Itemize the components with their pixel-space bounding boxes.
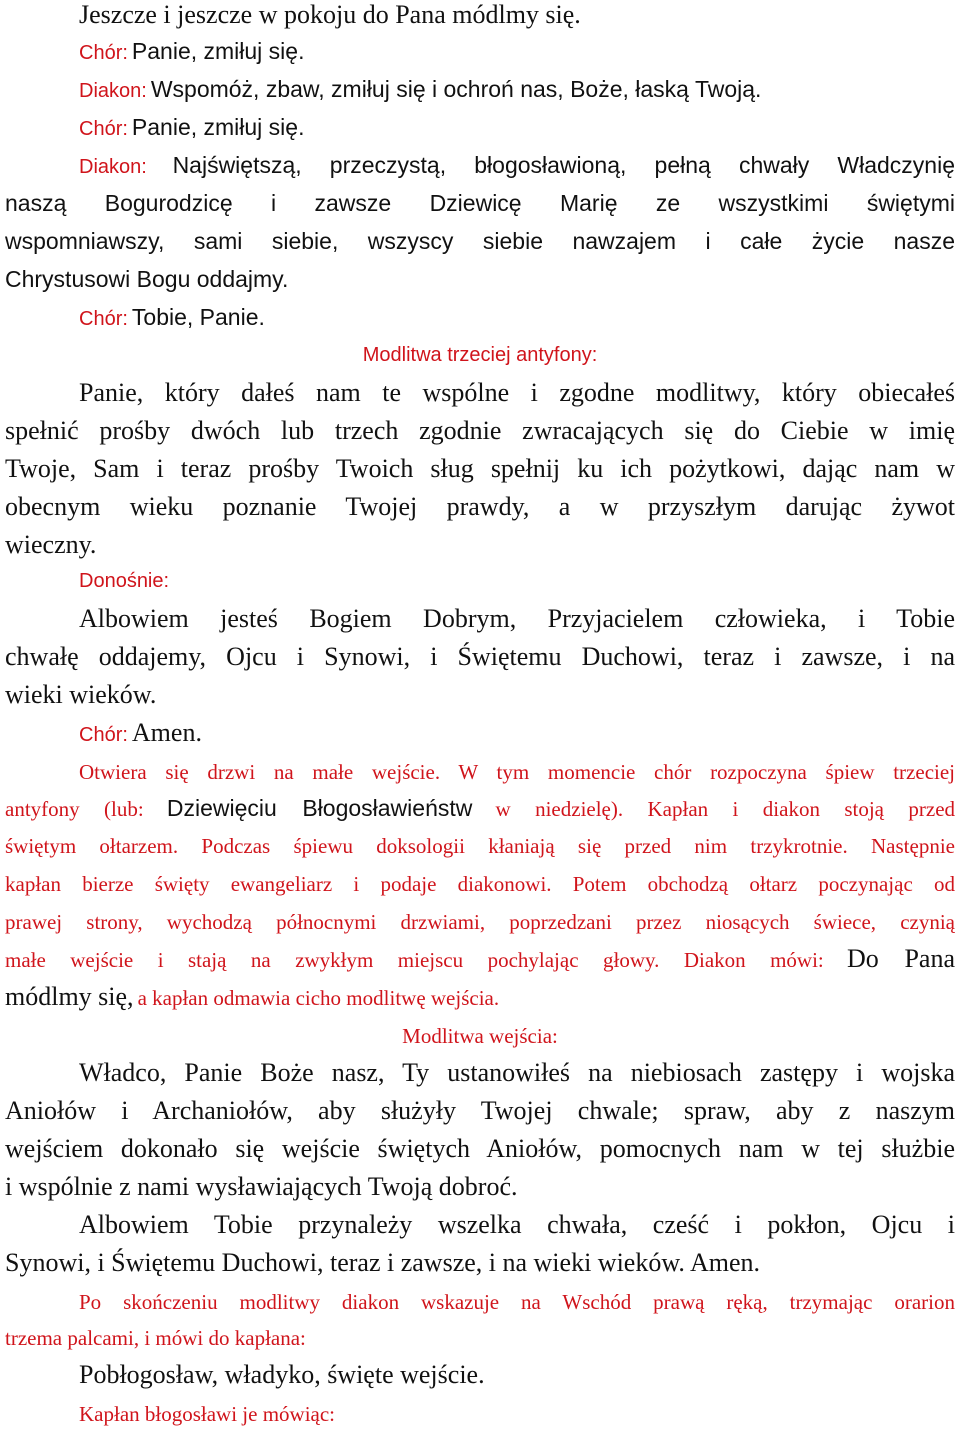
deacon-words: módlmy się, <box>5 982 134 1011</box>
section-heading: Modlitwa trzeciej antyfony: <box>362 344 598 366</box>
prayer-line: wieczny. <box>5 530 97 559</box>
rubric-line: Otwiera się drzwi na małe wejście. W tym momencie chór rozpoczyna śpiew trzeciej <box>79 760 955 784</box>
prayer-text: Jeszcze i jeszcze w pokoju do Pana módlmy się. <box>79 0 581 29</box>
prayer-line: Władco, Panie Boże nasz, Ty ustanowiłeś na niebiosach zastępy i wojska <box>79 1058 955 1087</box>
speaker-label: Diakon: <box>79 80 147 102</box>
speaker-label: Chór: <box>79 724 128 746</box>
section-heading: Modlitwa wejścia: <box>402 1024 558 1048</box>
speaker-label: Chór: <box>79 308 128 330</box>
prayer-line: obecnym wieku poznanie Twojej prawdy, a w przyszłym darując żywot <box>5 492 955 521</box>
litany-text: Najświętszą, przeczystą, błogosławioną, pełną chwały Władczynię <box>172 152 955 178</box>
rubric-line: Po skończeniu modlitwy diakon wskazuje na Wschód prawą ręką, trzymając orarion <box>79 1290 955 1314</box>
choir-response <box>79 114 955 141</box>
deacon-words: Do Pana <box>846 944 955 973</box>
response-text: Amen. <box>131 718 202 747</box>
rubric-label: Donośnie: <box>79 570 170 592</box>
rubric-line: Kapłan błogosławi je mówiąc: <box>79 1402 336 1426</box>
prayer-line: Panie, który dałeś nam te wspólne i zgodne modlitwy, który obiecałeś <box>79 378 955 407</box>
choir-response <box>79 718 955 748</box>
prayer-line: i wspólnie z nami wysławiających Twoją dobroć. <box>5 1172 518 1201</box>
rubric-line: trzema palcami, i mówi do kapłana: <box>5 1326 306 1350</box>
prayer-line: spełnić prośby dwóch lub trzech zgodnie zwracających się do Ciebie w imię <box>5 416 955 445</box>
response-text: Tobie, Panie. <box>131 304 265 330</box>
doxology-line: Albowiem Tobie przynależy wszelka chwała, cześć i pokłon, Ojcu i <box>79 1210 955 1239</box>
doxology-line: wieki wieków. <box>5 680 157 709</box>
litany-line: naszą Bogurodzicę i zawsze Dziewicę Marię ze wszystkimi świętymi <box>5 190 955 216</box>
deacon-request: Pobłogosław, władyko, święte wejście. <box>79 1360 485 1389</box>
litany-line: wspomniawszy, sami siebie, wszyscy siebie nawzajem i całe życie nasze <box>5 228 955 254</box>
rubric-line <box>5 795 955 822</box>
rubric-text: antyfony (lub: <box>5 797 144 821</box>
rubric-line <box>5 982 955 1012</box>
rubric-line: kapłan bierze święty ewangeliarz i podaje diakonowi. Potem obchodzą ołtarz poczynając od <box>5 872 955 896</box>
speaker-label: Diakon: <box>79 156 147 178</box>
rubric-line: prawej strony, wychodzą północnymi drzwiami, poprzedzani przez niosących świece, czynią <box>5 910 955 934</box>
choir-response <box>79 304 955 331</box>
rubric-text: w niedzielę). Kapłan i diakon stoją przed <box>495 797 955 821</box>
rubric-text: a kapłan odmawia cicho modlitwę wejścia. <box>137 986 500 1010</box>
speaker-label: Chór: <box>79 42 128 64</box>
prayer-line <box>79 0 955 30</box>
prayer-line: Aniołów i Archaniołów, aby służyły Twojej chwale; spraw, aby z naszym <box>5 1096 955 1125</box>
doxology-line: Albowiem jesteś Bogiem Dobrym, Przyjacielem człowieka, i Tobie <box>79 604 955 633</box>
litany-line: Chrystusowi Bogu oddajmy. <box>5 266 289 292</box>
rubric-line <box>5 944 955 974</box>
litany-text: Wspomóż, zbaw, zmiłuj się i ochroń nas, Boże, łaską Twoją. <box>150 76 762 102</box>
prayer-line: Twoje, Sam i teraz prośby Twoich sług spełnij ku ich pożytkowi, dając nam w <box>5 454 955 483</box>
deacon-line <box>79 76 955 103</box>
rubric-line: świętym ołtarzem. Podczas śpiewu doksologii kłaniają się przed nim trzykrotnie. Następnie <box>5 834 955 858</box>
deacon-line <box>79 152 955 179</box>
prayer-line: wejściem dokonało się wejście świętych Aniołów, pomocnych nam w tej służbie <box>5 1134 955 1163</box>
rubric-text: małe wejście i stają na zwykłym miejscu pochylając głowy. Diakon mówi: <box>5 948 824 972</box>
response-text: Panie, zmiłuj się. <box>131 38 305 64</box>
beatitudes-title: Dziewięciu Błogosławieństw <box>166 795 473 821</box>
doxology-line: chwałę oddajemy, Ojcu i Synowi, i Świętemu Duchowi, teraz i zawsze, i na <box>5 642 955 671</box>
speaker-label: Chór: <box>79 118 128 140</box>
response-text: Panie, zmiłuj się. <box>131 114 305 140</box>
doxology-line: Synowi, i Świętemu Duchowi, teraz i zawsze, i na wieki wieków. Amen. <box>5 1248 761 1277</box>
choir-response <box>79 38 955 65</box>
